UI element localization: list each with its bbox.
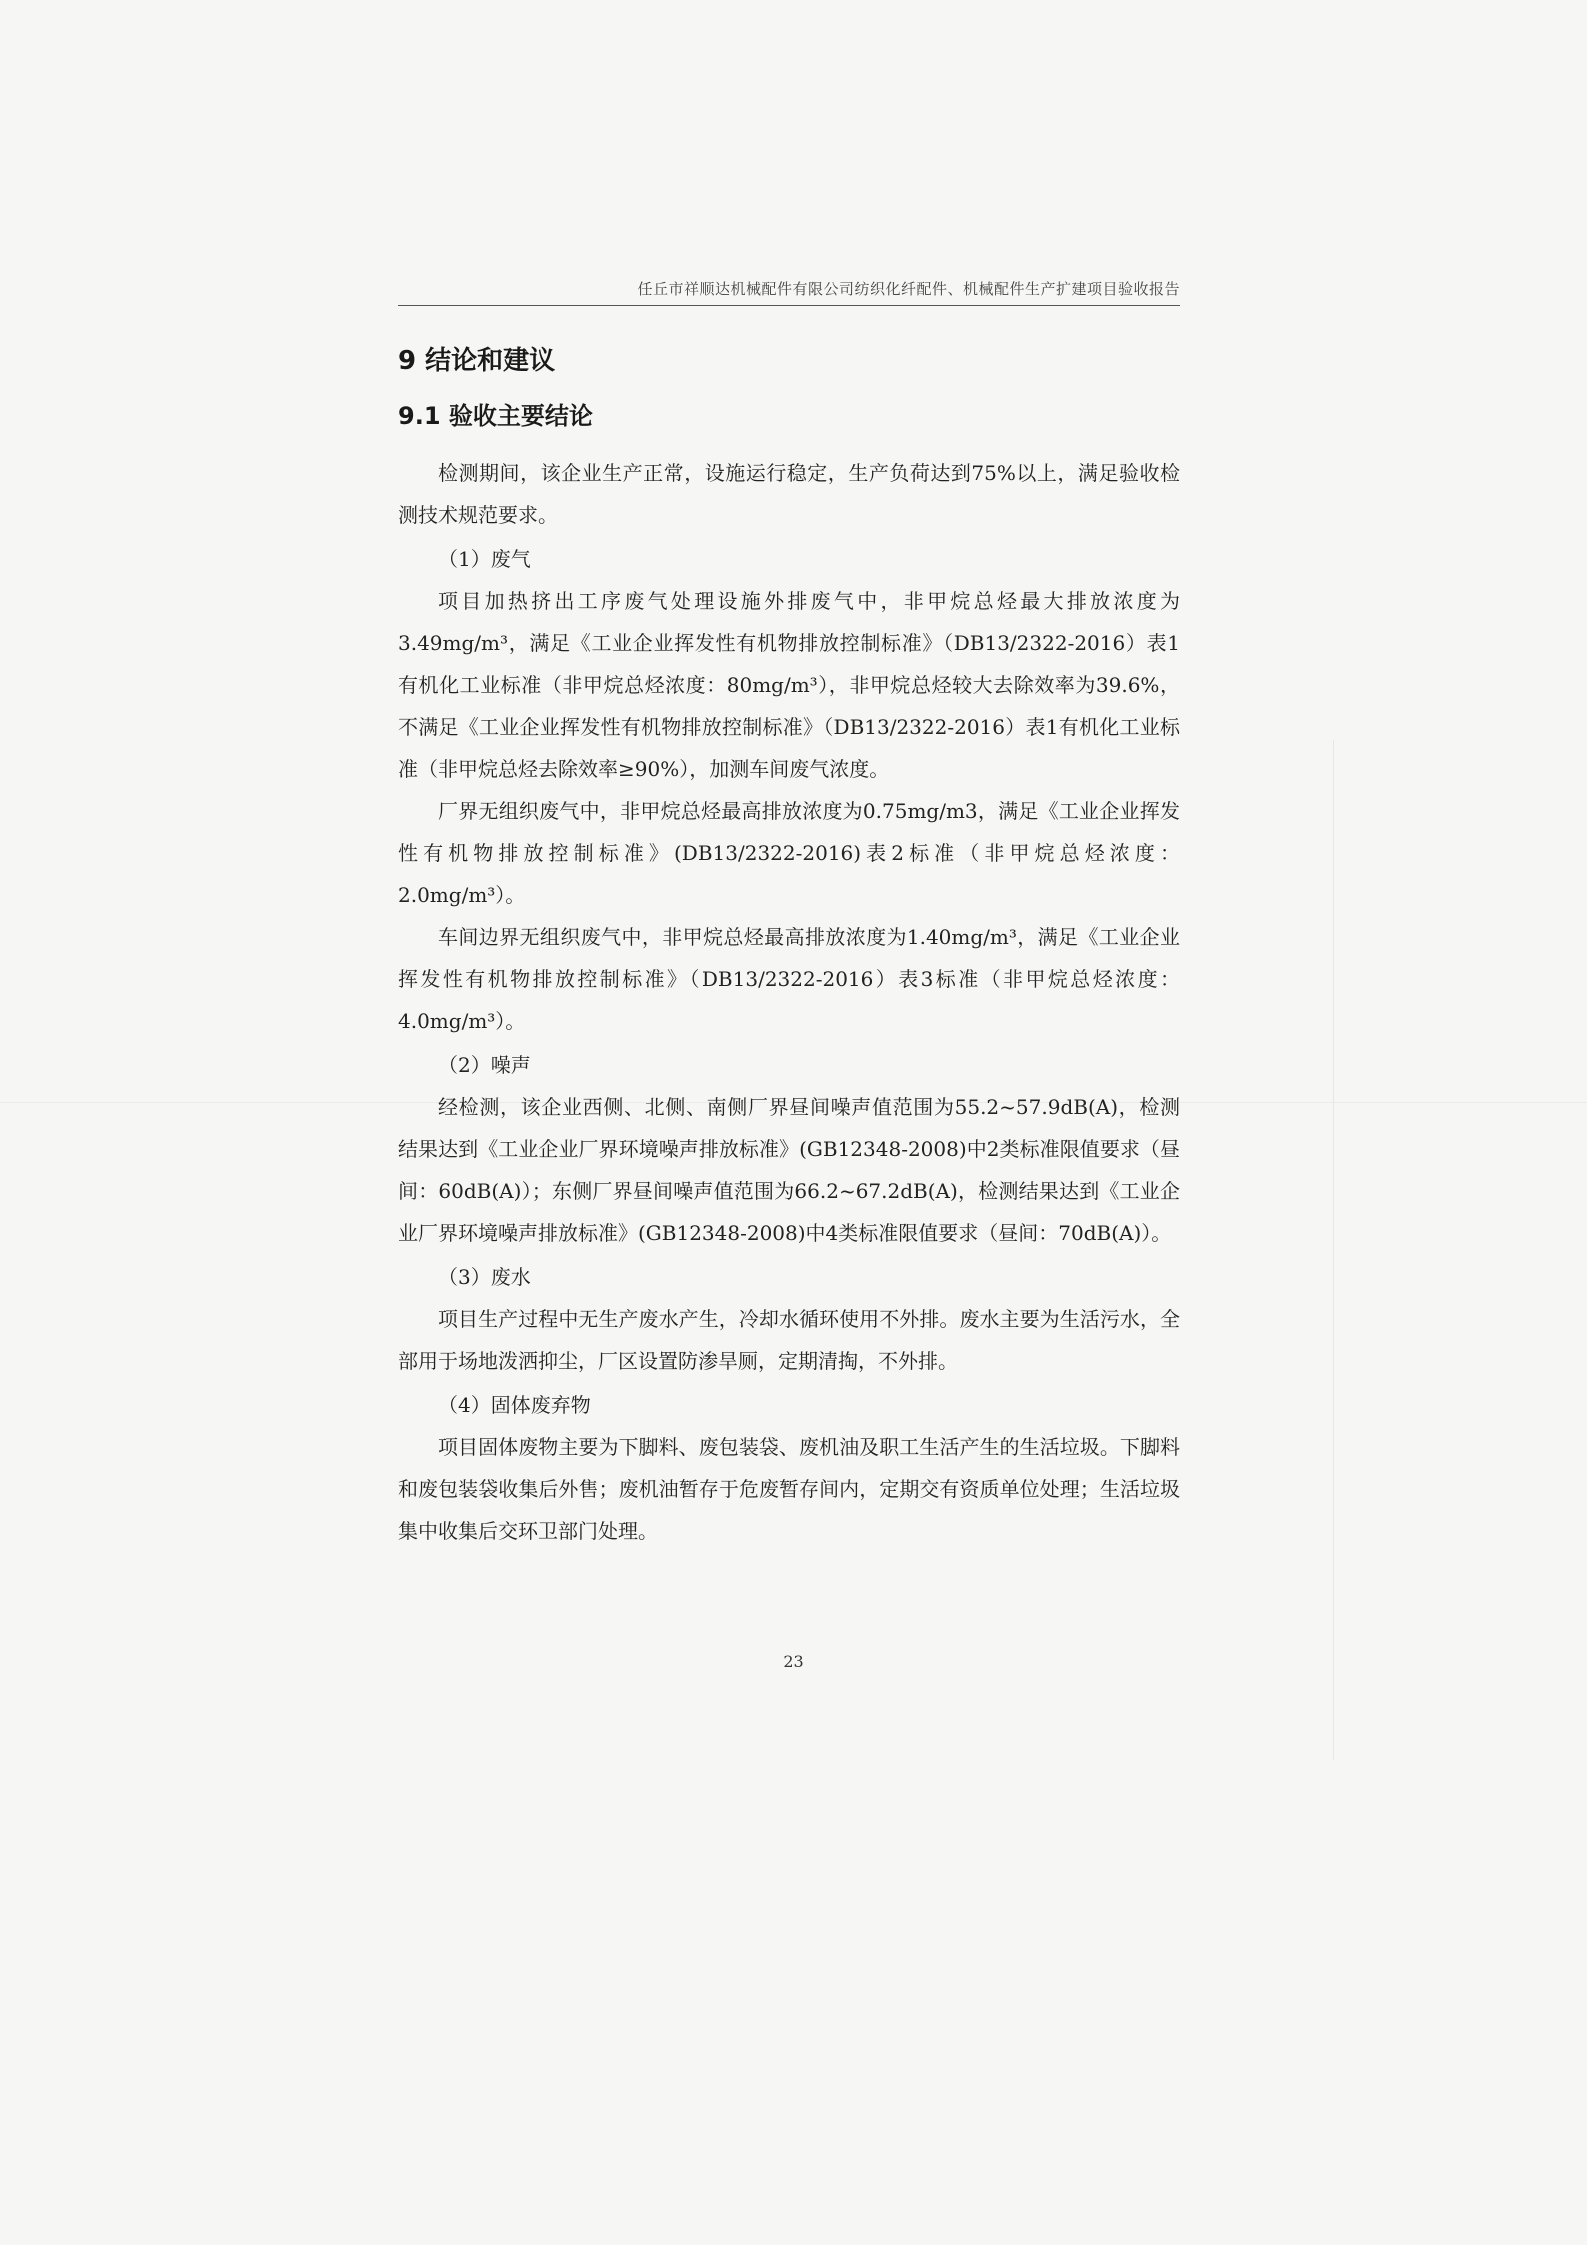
heading-waste-gas: （1）废气	[438, 547, 531, 571]
heading-solid-waste: （4）固体废弃物	[438, 1393, 591, 1417]
page-content	[398, 342, 1180, 1552]
paragraph-water-1: 项目生产过程中无生产废水产生，冷却水循环使用不外排。废水主要为生活污水，全部用于场地泼洒抑尘，厂区设置防渗旱厕，定期清掏，不外排。	[398, 1307, 1180, 1373]
subsection-title: 9.1 验收主要结论	[398, 402, 593, 430]
paragraph-solid-1: 项目固体废物主要为下脚料、废包装袋、废机油及职工生活产生的生活垃圾。下脚料和废包装袋收集后外售；废机油暂存于危废暂存间内，定期交有资质单位处理；生活垃圾集中收集后交环卫部门处理。	[398, 1435, 1180, 1543]
running-header: 任丘市祥顺达机械配件有限公司纺织化纤配件、机械配件生产扩建项目验收报告	[398, 278, 1180, 306]
paragraph-gas-1: 项目加热挤出工序废气处理设施外排废气中，非甲烷总烃最大排放浓度为3.49mg/m³，满足《工业企业挥发性有机物排放控制标准》（DB13/2322-2016）表1有机化工业标准（非甲烷总烃浓度：80mg/m³），非甲烷总烃较大去除效率为39.6%，不满足《工业企业挥发性有机物排放控制标准》（DB13/2322-2016）表1有机化工业标准（非甲烷总烃去除效率≥90%），加测车间废气浓度。	[398, 589, 1180, 781]
paragraph-gas-3: 车间边界无组织废气中，非甲烷总烃最高排放浓度为1.40mg/m³，满足《工业企业挥发性有机物排放控制标准》（DB13/2322-2016）表3标准（非甲烷总烃浓度：4.0mg/m³）。	[398, 925, 1180, 1033]
paragraph-gas-2: 厂界无组织废气中，非甲烷总烃最高排放浓度为0.75mg/m3，满足《工业企业挥发性有机物排放控制标准》(DB13/2322-2016)表2标准（非甲烷总烃浓度：2.0mg/m³）。	[398, 799, 1180, 907]
paragraph-intro: 检测期间，该企业生产正常，设施运行稳定，生产负荷达到75%以上，满足验收检测技术规范要求。	[398, 461, 1180, 527]
page-number: 23	[783, 1652, 804, 1671]
paragraph-noise-1: 经检测，该企业西侧、北侧、南侧厂界昼间噪声值范围为55.2~57.9dB(A)，检测结果达到《工业企业厂界环境噪声排放标准》(GB12348-2008)中2类标准限值要求（昼间：60dB(A)）；东侧厂界昼间噪声值范围为66.2~67.2dB(A)，检测结果达到《工业企业厂界环境噪声排放标准》(GB12348-2008)中4类标准限值要求（昼间：70dB(A)）。	[398, 1095, 1180, 1245]
heading-waste-water: （3）废水	[438, 1265, 531, 1289]
scan-artifact-line	[1333, 740, 1334, 1760]
section-title: 9 结论和建议	[398, 346, 556, 376]
heading-noise: （2）噪声	[438, 1053, 531, 1077]
